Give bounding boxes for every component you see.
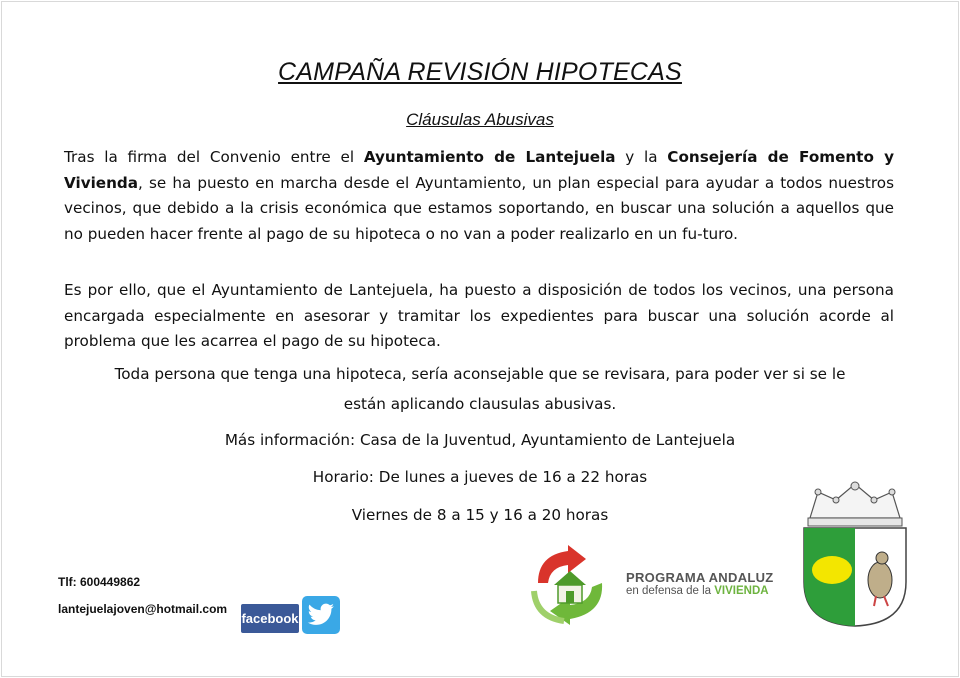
page-title: CAMPAÑA REVISIÓN HIPOTECAS [278, 58, 682, 86]
page-subtitle: Cláusulas Abusivas [406, 110, 554, 129]
schedule-line: Horario: De lunes a jueves de 16 a 22 horas [312, 468, 648, 486]
contact-phone: Tlf: 600449862 [58, 575, 141, 589]
contact-email[interactable]: lantejuelajoven@hotmail.com [58, 602, 228, 616]
paragraph-intro [64, 145, 894, 247]
program-subtitle-a: en defensa de la [626, 585, 715, 597]
advice-line-1: Toda persona que tenga una hipoteca, sería aconsejable que se revisara, para poder ver si se le [114, 365, 846, 383]
municipal-coat-of-arms-icon [796, 478, 914, 628]
program-subtitle-vivienda: VIVIENDA [714, 585, 769, 597]
paragraph-assistance: Es por ello, que el Ayuntamiento de Lantejuela, ha puesto a disposición de todos los vecinos, una persona encargada especialmente en asesorar y tramitar los expedientes para buscar una solución acorde al problema que les acarrea el pago de su hipoteca. [64, 281, 894, 350]
facebook-icon[interactable] [241, 604, 299, 633]
friday-schedule-line: Viernes de 8 a 15 y 16 a 20 horas [351, 506, 609, 524]
intro-text-3: , se ha puesto en marcha desde el Ayuntamiento, un plan especial para ayudar a todos nuestros vecinos, que debido a la crisis económica que estamos soportando, en buscar una solución a aquellos que no pueden hacer frente al pago de su hipoteca o no van a poder realizarlo en un fu-turo. [64, 173, 894, 243]
facebook-label: facebook [241, 611, 299, 626]
advice-line-2: están aplicando clausulas abusivas. [343, 395, 617, 413]
program-title: PROGRAMA ANDALUZ [626, 570, 774, 585]
intro-bold-ayuntamiento: Ayuntamiento de Lantejuela [363, 148, 616, 166]
info-line: Más información: Casa de la Juventud, Ayuntamiento de Lantejuela [224, 431, 736, 449]
intro-text-2: y la [615, 148, 668, 166]
house-arrows-icon [524, 543, 616, 625]
program-subtitle [626, 585, 769, 597]
intro-bold-consejeria: Consejería de Fomento y Vivienda [64, 148, 894, 192]
intro-text-1: Tras la firma del Convenio entre el [64, 148, 364, 166]
twitter-bird-icon[interactable] [302, 596, 340, 634]
twitter-bird-glyph [307, 603, 335, 627]
